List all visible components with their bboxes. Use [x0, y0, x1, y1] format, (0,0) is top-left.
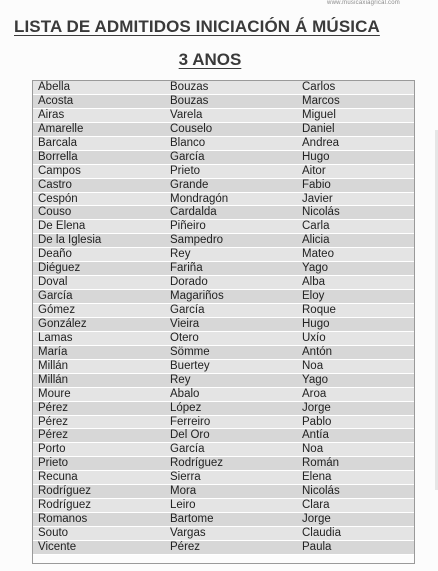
second-surname-cell: Varela	[170, 108, 203, 121]
first-surname-cell: González	[38, 317, 87, 330]
second-surname-cell: Rey	[170, 373, 191, 386]
second-surname-cell: Grande	[170, 178, 209, 191]
table-row	[33, 206, 414, 220]
second-surname-cell: Bouzas	[170, 94, 209, 107]
second-surname-cell: Magariños	[170, 290, 224, 303]
second-surname-cell: García	[170, 443, 205, 456]
first-surname-cell: Castro	[38, 178, 72, 191]
table-row	[33, 123, 414, 137]
second-surname-cell: Sierra	[170, 471, 201, 484]
given-name-cell: Alicia	[302, 234, 330, 247]
first-surname-cell: Acosta	[38, 94, 74, 107]
page-title: LISTA DE ADMITIDOS INICIACIÓN Á MÚSICA	[14, 17, 380, 36]
given-name-cell: Javier	[302, 192, 333, 205]
table-row	[33, 416, 414, 430]
given-name-cell: Aitor	[302, 164, 326, 177]
second-surname-cell: Mora	[170, 485, 197, 498]
second-surname-cell: García	[170, 150, 205, 163]
first-surname-cell: Recuna	[38, 471, 78, 484]
first-surname-cell: Millán	[38, 359, 69, 372]
given-name-cell: Antía	[302, 429, 329, 442]
table-row	[33, 318, 414, 332]
first-surname-cell: Borrella	[38, 150, 78, 163]
first-surname-cell: María	[38, 345, 68, 358]
second-surname-cell: Pérez	[170, 540, 201, 553]
given-name-cell: Aroa	[302, 387, 327, 400]
given-name-cell: Andrea	[302, 136, 340, 149]
second-surname-cell: Mondragón	[170, 192, 229, 205]
first-surname-cell: Pérez	[38, 415, 69, 428]
second-surname-cell: Sömme	[170, 345, 210, 358]
table-row	[33, 234, 414, 248]
first-surname-cell: Pérez	[38, 429, 69, 442]
first-surname-cell: Rodríguez	[38, 485, 92, 498]
table-row	[33, 360, 414, 374]
given-name-cell: Clara	[302, 499, 330, 512]
first-surname-cell: Couso	[38, 206, 72, 219]
second-surname-cell: García	[170, 304, 205, 316]
given-name-cell: Hugo	[302, 150, 330, 163]
given-name-cell: Eloy	[302, 290, 325, 303]
table-row	[33, 541, 414, 555]
table-row	[33, 402, 414, 416]
first-surname-cell: Prieto	[38, 457, 69, 470]
table-row	[33, 109, 414, 123]
first-surname-cell: Campos	[38, 164, 81, 177]
first-surname-cell: Vicente	[38, 540, 77, 553]
table-row	[33, 137, 414, 151]
second-surname-cell: Rey	[170, 248, 191, 261]
first-surname-cell: Diéguez	[38, 262, 81, 275]
first-surname-cell: Airas	[38, 108, 65, 121]
table-row	[33, 457, 414, 471]
first-surname-cell: Barcala	[38, 136, 77, 149]
table-row	[33, 290, 414, 304]
given-name-cell: Nicolás	[302, 206, 340, 219]
given-name-cell: Mateo	[302, 248, 334, 261]
table-row	[33, 193, 414, 207]
second-surname-cell: Dorado	[170, 276, 208, 289]
given-name-cell: Jorge	[302, 513, 331, 526]
first-surname-cell: Lamas	[38, 331, 73, 344]
given-name-cell: Elena	[302, 471, 332, 484]
given-name-cell: Hugo	[302, 317, 330, 330]
second-surname-cell: Otero	[170, 331, 199, 344]
table-row	[33, 499, 414, 513]
table-row	[33, 429, 414, 443]
first-surname-cell: Deaño	[38, 248, 72, 261]
table-row	[33, 81, 414, 95]
table-row	[33, 346, 414, 360]
page-subtitle: 3 ANOS	[178, 50, 242, 69]
second-surname-cell: Del Oro	[170, 429, 210, 442]
given-name-cell: Yago	[302, 373, 329, 386]
second-surname-cell: Bartome	[170, 513, 214, 526]
table-row	[33, 220, 414, 234]
given-name-cell: Pablo	[302, 415, 332, 428]
table-row	[33, 262, 414, 276]
second-surname-cell: Sampedro	[170, 234, 224, 247]
first-surname-cell: De la Iglesia	[38, 234, 102, 247]
second-surname-cell: Couselo	[170, 122, 213, 135]
given-name-cell: Antón	[302, 345, 333, 358]
table-row	[33, 374, 414, 388]
second-surname-cell: Buertey	[170, 359, 210, 372]
given-name-cell: Nicolás	[302, 485, 340, 498]
first-surname-cell: Gómez	[38, 304, 76, 316]
first-surname-cell: Rodríguez	[38, 499, 92, 512]
second-surname-cell: Vieira	[170, 317, 200, 330]
given-name-cell: Claudia	[302, 527, 341, 539]
first-surname-cell: Porto	[38, 443, 66, 456]
given-name-cell: Daniel	[302, 122, 335, 135]
given-name-cell: Paula	[302, 540, 332, 553]
second-surname-cell: Ferreiro	[170, 415, 211, 428]
second-surname-cell: Vargas	[170, 527, 206, 539]
given-name-cell: Fabio	[302, 178, 331, 191]
given-name-cell: Alba	[302, 276, 326, 289]
header-url: www.musicaxiagrical.com	[327, 0, 400, 6]
table-row	[33, 485, 414, 499]
second-surname-cell: Piñeiro	[170, 220, 206, 233]
given-name-cell: Carla	[302, 220, 330, 233]
table-row	[33, 443, 414, 457]
table-row	[33, 179, 414, 193]
given-name-cell: Marcos	[302, 94, 340, 107]
table-row	[33, 276, 414, 290]
table-row	[33, 95, 414, 109]
given-name-cell: Roque	[302, 304, 336, 316]
table-row	[33, 304, 414, 318]
table-row	[33, 527, 414, 541]
first-surname-cell: García	[38, 290, 73, 303]
first-surname-cell: Abella	[38, 81, 70, 93]
table-row	[33, 471, 414, 485]
given-name-cell: Noa	[302, 443, 324, 456]
given-name-cell: Miguel	[302, 108, 336, 121]
second-surname-cell: Fariña	[170, 262, 203, 275]
table-row	[33, 151, 414, 165]
second-surname-cell: Cardalda	[170, 206, 217, 219]
given-name-cell: Yago	[302, 262, 329, 275]
given-name-cell: Carlos	[302, 81, 336, 93]
first-surname-cell: Millán	[38, 373, 69, 386]
first-surname-cell: Doval	[38, 276, 68, 289]
first-surname-cell: Pérez	[38, 401, 69, 414]
given-name-cell: Uxío	[302, 331, 326, 344]
second-surname-cell: Bouzas	[170, 81, 209, 93]
second-surname-cell: Abalo	[170, 387, 200, 400]
second-surname-cell: López	[170, 401, 202, 414]
first-surname-cell: De Elena	[38, 220, 86, 233]
first-surname-cell: Moure	[38, 387, 71, 400]
second-surname-cell: Leiro	[170, 499, 196, 512]
second-surname-cell: Prieto	[170, 164, 201, 177]
table-row	[33, 513, 414, 527]
second-surname-cell: Rodríguez	[170, 457, 224, 470]
second-surname-cell: Blanco	[170, 136, 206, 149]
given-name-cell: Román	[302, 457, 340, 470]
admitted-list-table	[32, 80, 415, 564]
table-row	[33, 165, 414, 179]
table-row	[33, 388, 414, 402]
table-row	[33, 248, 414, 262]
first-surname-cell: Cespón	[38, 192, 78, 205]
first-surname-cell: Romanos	[38, 513, 88, 526]
table-row	[33, 332, 414, 346]
given-name-cell: Jorge	[302, 401, 331, 414]
first-surname-cell: Amarelle	[38, 122, 84, 135]
first-surname-cell: Souto	[38, 527, 69, 539]
given-name-cell: Noa	[302, 359, 324, 372]
